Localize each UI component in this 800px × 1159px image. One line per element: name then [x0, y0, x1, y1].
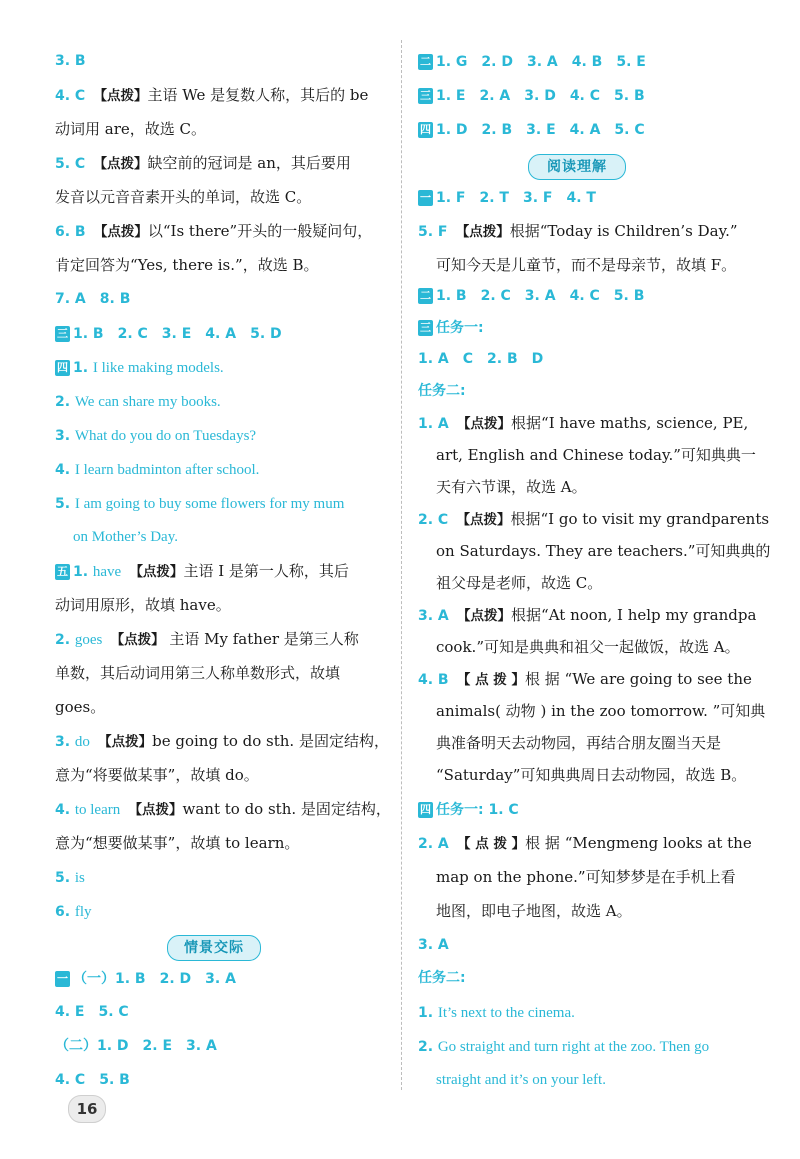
answer-line: 3. do 【点拨】be going to do sth. 是固定结构，	[55, 732, 389, 750]
answer-continuation: on Mother’s Day.	[73, 529, 178, 545]
answer-line: 7. A 8. B	[55, 291, 131, 307]
section-line: 二 1. G 2. D 3. A 4. B 5. E	[420, 54, 646, 70]
section-badge: 二	[420, 55, 431, 68]
section-line: 四 1. D 2. B 3. E 4. A 5. C	[420, 122, 645, 138]
explanation-line: 天有六节课，故选 A。	[436, 478, 587, 496]
task-label: 任务二:	[418, 383, 466, 399]
explanation-line: 祖父母是老师，故选 C。	[436, 574, 603, 592]
section-line: 四 任务一: 1. C	[420, 802, 519, 818]
section-line: 五 1. have 【点拨】主语 I 是第一人称，其后	[57, 562, 349, 580]
explanation-line: 地图，即电子地图，故选 A。	[436, 902, 632, 920]
section-line: 二 1. B 2. C 3. A 4. C 5. B	[420, 288, 645, 304]
section-line: 一 1. F 2. T 3. F 4. T	[420, 190, 596, 206]
answer-line: 2. goes 【点拨】 主语 My father 是第三人称	[55, 630, 359, 648]
section-badge: 二	[420, 289, 431, 302]
answer-line: 6. fly	[55, 904, 92, 920]
explanation-line: 动词用 are，故选 C。	[55, 120, 207, 138]
answer-line: 4. I learn badminton after school.	[55, 462, 260, 478]
section-banner: 情景交际	[167, 935, 261, 961]
section-badge: 四	[57, 361, 68, 374]
answer-line: 1. A 【点拨】根据“I have maths, science, PE,	[418, 414, 749, 432]
answer-line: 4. C 5. B	[55, 1072, 130, 1088]
answer-line: 3. A 【点拨】根据“At noon, I help my grandpa	[418, 606, 757, 624]
answer-line: 3. B	[55, 53, 86, 69]
section-badge: 四	[420, 803, 431, 816]
explanation-line: 可知今天是儿童节，而不是母亲节，故填 F。	[436, 256, 737, 274]
answer-line: 4. B 【 点 拨 】根 据 “We are going to see the	[418, 670, 752, 688]
explanation-line: 动词用原形，故填 have。	[55, 596, 231, 614]
answer-line: 4. E 5. C	[55, 1004, 129, 1020]
answer-line: 3. What do you do on Tuesdays?	[55, 428, 257, 444]
answer-line: 2. A 【 点 拨 】根 据 “Mengmeng looks at the	[418, 834, 752, 852]
answer-line: 5. is	[55, 870, 85, 886]
section-badge: 一	[420, 191, 431, 204]
section-line: 三 1. B 2. C 3. E 4. A 5. D	[57, 326, 282, 342]
explanation-line: 意为“想要做某事”，故填 to learn。	[55, 834, 300, 852]
section-line: 三 任务一:	[420, 320, 484, 336]
page-number: 16	[68, 1095, 106, 1123]
answer-continuation: straight and it’s on your left.	[436, 1072, 606, 1088]
explanation-line: map on the phone.”可知梦梦是在手机上看	[436, 868, 736, 886]
explanation-line: on Saturdays. They are teachers.”可知典典的	[436, 542, 771, 560]
answer-line: 5. C 【点拨】缺空前的冠词是 an，其后要用	[55, 154, 351, 172]
section-line: 一 （一）1. B 2. D 3. A	[57, 971, 236, 987]
answer-line: 4. C 【点拨】主语 We 是复数人称，其后的 be	[55, 86, 369, 104]
answer-line: 2. We can share my books.	[55, 394, 221, 410]
answer-line: 5. I am going to buy some flowers for my mum	[55, 496, 345, 512]
explanation-line: 肯定回答为“Yes, there is.”，故选 B。	[55, 256, 319, 274]
explanation-line: “Saturday”可知典典周日去动物园，故选 B。	[436, 766, 747, 784]
section-badge: 三	[420, 321, 431, 334]
section-badge: 四	[420, 123, 431, 136]
explanation-line: animals( 动物 ) in the zoo tomorrow. ”可知典	[436, 702, 766, 720]
section-banner: 阅读理解	[528, 154, 626, 180]
answer-line: 4. to learn 【点拨】want to do sth. 是固定结构，	[55, 800, 391, 818]
explanation-line: 意为“将要做某事”，故填 do。	[55, 766, 259, 784]
section-line: 三 1. E 2. A 3. D 4. C 5. B	[420, 88, 645, 104]
answer-line: 3. A	[418, 937, 449, 953]
section-line: 四 1. I like making models.	[57, 360, 224, 376]
explanation-line: cook.”可知是典典和祖父一起做饭，故选 A。	[436, 638, 740, 656]
answer-line: 1. It’s next to the cinema.	[418, 1005, 575, 1021]
answer-line: 5. F 【点拨】根据“Today is Children’s Day.”	[418, 222, 738, 240]
answer-line: 6. B 【点拨】以“Is there”开头的一般疑问句，	[55, 222, 373, 240]
answer-line: 1. A C 2. B D	[418, 351, 544, 367]
explanation-line: 发音以元音音素开头的单词，故选 C。	[55, 188, 312, 206]
section-badge: 三	[57, 327, 68, 340]
answer-line: 2. C 【点拨】根据“I go to visit my grandparents	[418, 510, 770, 528]
explanation-line: 单数，其后动词用第三人称单数形式，故填	[55, 664, 341, 682]
answer-line: 2. Go straight and turn right at the zoo. Then go	[418, 1039, 710, 1055]
answer-line: （二）1. D 2. E 3. A	[55, 1038, 217, 1054]
explanation-line: art, English and Chinese today.”可知典典一	[436, 446, 756, 464]
section-badge: 一	[57, 972, 68, 985]
column-divider	[401, 40, 402, 1090]
explanation-line: goes。	[55, 698, 106, 716]
section-badge: 五	[57, 565, 68, 578]
explanation-line: 典准备明天去动物园，再结合朋友圈当天是	[436, 734, 722, 752]
section-badge: 三	[420, 89, 431, 102]
task-label: 任务二:	[418, 970, 466, 986]
